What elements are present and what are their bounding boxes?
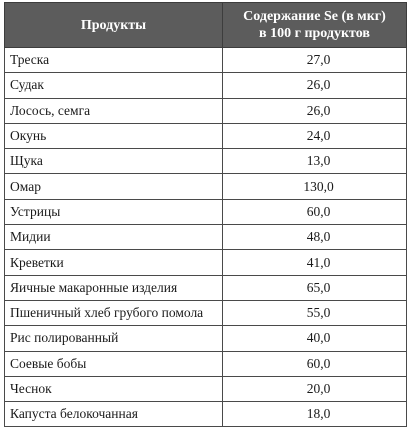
table-row bbox=[5, 98, 407, 123]
table-row bbox=[5, 73, 407, 98]
header-selenium-content-line2: в 100 г продуктов bbox=[259, 26, 370, 41]
product-name: Рис полированный bbox=[5, 326, 223, 351]
table-row bbox=[5, 402, 407, 427]
product-name: Лосось, семга bbox=[5, 98, 223, 123]
product-name: Устрицы bbox=[5, 199, 223, 224]
product-name: Омар bbox=[5, 174, 223, 199]
product-name: Креветки bbox=[5, 250, 223, 275]
table-row bbox=[5, 174, 407, 199]
product-name: Яичные макаронные изделия bbox=[5, 275, 223, 300]
table-body bbox=[5, 48, 407, 427]
header-row bbox=[5, 3, 407, 48]
header-selenium-content-line1: Содержание Se (в мкг) bbox=[243, 9, 386, 24]
product-name: Мидии bbox=[5, 225, 223, 250]
product-name: Соевые бобы bbox=[5, 351, 223, 376]
table-row bbox=[5, 149, 407, 174]
table-row bbox=[5, 351, 407, 376]
selenium-value: 48,0 bbox=[223, 225, 407, 250]
selenium-value: 41,0 bbox=[223, 250, 407, 275]
product-name: Чеснок bbox=[5, 376, 223, 401]
selenium-value: 26,0 bbox=[223, 73, 407, 98]
header-products: Продукты bbox=[5, 3, 223, 48]
selenium-value: 40,0 bbox=[223, 326, 407, 351]
selenium-value: 20,0 bbox=[223, 376, 407, 401]
selenium-value: 24,0 bbox=[223, 123, 407, 148]
selenium-value: 65,0 bbox=[223, 275, 407, 300]
selenium-value: 60,0 bbox=[223, 351, 407, 376]
product-name: Капуста белокочанная bbox=[5, 402, 223, 427]
table-row bbox=[5, 300, 407, 325]
product-name: Окунь bbox=[5, 123, 223, 148]
product-name: Щука bbox=[5, 149, 223, 174]
selenium-value: 18,0 bbox=[223, 402, 407, 427]
selenium-value: 27,0 bbox=[223, 48, 407, 73]
selenium-content-table-container bbox=[4, 2, 406, 427]
selenium-value: 60,0 bbox=[223, 199, 407, 224]
table-row bbox=[5, 275, 407, 300]
selenium-value: 55,0 bbox=[223, 300, 407, 325]
table-row bbox=[5, 376, 407, 401]
selenium-value: 26,0 bbox=[223, 98, 407, 123]
table-header bbox=[5, 3, 407, 48]
table-row bbox=[5, 250, 407, 275]
selenium-content-table bbox=[4, 2, 407, 427]
header-selenium-content bbox=[223, 3, 407, 48]
table-row bbox=[5, 225, 407, 250]
table-row bbox=[5, 326, 407, 351]
table-row bbox=[5, 123, 407, 148]
selenium-value: 13,0 bbox=[223, 149, 407, 174]
table-row bbox=[5, 199, 407, 224]
product-name: Треска bbox=[5, 48, 223, 73]
product-name: Судак bbox=[5, 73, 223, 98]
selenium-value: 130,0 bbox=[223, 174, 407, 199]
product-name: Пшеничный хлеб грубого помола bbox=[5, 300, 223, 325]
table-row bbox=[5, 48, 407, 73]
